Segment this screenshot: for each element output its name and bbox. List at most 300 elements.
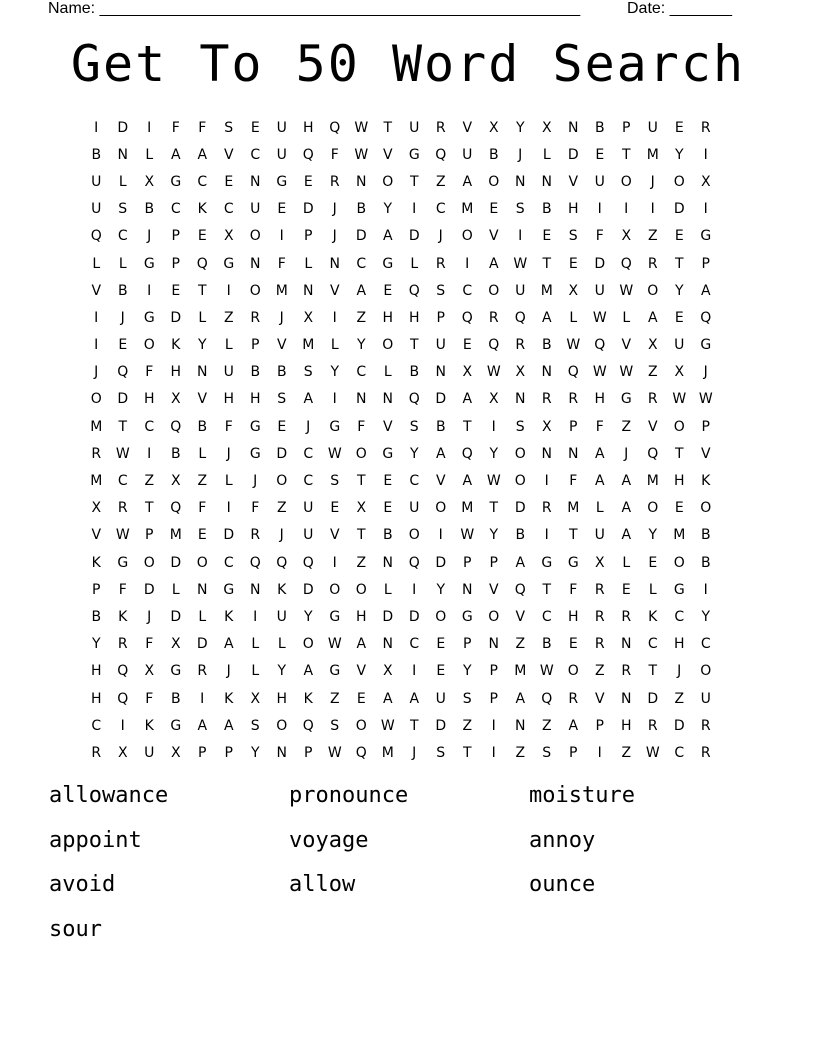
grid-letter: X [674, 364, 685, 381]
grid-letter: X [488, 391, 499, 408]
word-list-item: allow [289, 872, 356, 897]
grid-letter: A [568, 717, 579, 734]
grid-letter: P [595, 717, 604, 734]
grid-letter: D [276, 445, 288, 462]
grid-letter: M [90, 473, 103, 490]
grid-letter: T [356, 473, 366, 490]
grid-letter: Q [408, 282, 420, 299]
grid-letter: L [383, 364, 392, 381]
grid-letter: G [329, 663, 341, 680]
grid-row [83, 223, 733, 250]
grid-letter: R [541, 500, 552, 517]
grid-letter: B [541, 636, 552, 653]
grid-letter: L [118, 173, 127, 190]
grid-letter: U [435, 690, 446, 707]
grid-letter: A [541, 309, 552, 326]
grid-row [83, 114, 733, 141]
grid-letter: U [700, 690, 711, 707]
grid-letter: L [251, 636, 260, 653]
grid-letter: J [332, 201, 337, 218]
grid-letter: V [488, 581, 499, 598]
grid-row [83, 277, 733, 304]
grid-letter: X [488, 119, 499, 136]
grid-letter: P [701, 255, 710, 272]
grid-letter: J [279, 527, 284, 544]
grid-letter: F [198, 500, 207, 517]
grid-letter: L [648, 581, 657, 598]
grid-letter: E [383, 473, 393, 490]
grid-letter: R [541, 391, 552, 408]
grid-letter: G [620, 391, 632, 408]
grid-letter: O [647, 282, 659, 299]
grid-letter: Y [489, 445, 499, 462]
grid-letter: A [197, 146, 208, 163]
grid-letter: A [462, 391, 473, 408]
grid-letter: I [332, 309, 337, 326]
grid-letter: X [700, 173, 711, 190]
grid-letter: J [279, 309, 284, 326]
grid-letter: C [117, 473, 128, 490]
grid-letter: B [700, 554, 711, 571]
grid-letter: O [90, 391, 102, 408]
grid-letter: I [703, 581, 708, 598]
grid-letter: L [542, 146, 551, 163]
word-list-item: allowance [49, 783, 169, 808]
grid-letter: F [145, 364, 154, 381]
grid-letter: X [91, 500, 102, 517]
grid-letter: O [514, 473, 526, 490]
grid-letter: X [117, 744, 128, 761]
grid-letter: X [568, 282, 579, 299]
grid-letter: L [277, 636, 286, 653]
grid-letter: A [621, 500, 632, 517]
word-list-item: sour [49, 916, 102, 942]
grid-letter: P [145, 527, 154, 544]
grid-letter: R [197, 663, 208, 680]
grid-letter: I [703, 201, 708, 218]
grid-letter: F [145, 690, 154, 707]
grid-letter: J [703, 364, 708, 381]
grid-letter: I [332, 554, 337, 571]
grid-letter: J [253, 473, 258, 490]
grid-letter: O [488, 173, 500, 190]
grid-letter: R [117, 636, 128, 653]
grid-letter: Q [488, 337, 500, 354]
grid-letter: Y [197, 337, 207, 354]
grid-letter: H [408, 309, 420, 326]
grid-letter: N [382, 391, 393, 408]
grid-row [83, 332, 733, 359]
grid-letter: I [624, 201, 629, 218]
grid-letter: A [170, 146, 181, 163]
grid-letter: B [409, 364, 420, 381]
grid-row [83, 141, 733, 168]
grid-letter: N [462, 581, 473, 598]
grid-row [83, 250, 733, 277]
grid-letter: G [117, 554, 129, 571]
grid-letter: L [92, 255, 101, 272]
grid-row [83, 359, 733, 386]
grid-row [83, 603, 733, 630]
grid-letter: V [197, 391, 208, 408]
grid-letter: C [223, 201, 234, 218]
grid-letter: U [409, 500, 420, 517]
grid-letter: O [620, 173, 632, 190]
letter-grid [83, 114, 733, 767]
header-line [48, 0, 748, 20]
grid-letter: B [382, 527, 393, 544]
grid-letter: B [541, 337, 552, 354]
grid-letter: K [118, 608, 128, 625]
grid-letter: S [330, 473, 340, 490]
grid-letter: Q [276, 554, 288, 571]
grid-letter: O [567, 663, 579, 680]
grid-letter: Y [409, 445, 419, 462]
grid-letter: U [276, 608, 287, 625]
grid-letter: Z [276, 500, 287, 517]
grid-letter: M [514, 663, 527, 680]
grid-letter: Y [383, 201, 393, 218]
grid-letter: V [223, 146, 234, 163]
grid-letter: I [465, 255, 470, 272]
grid-letter: K [144, 717, 154, 734]
grid-letter: L [304, 255, 313, 272]
grid-letter: R [250, 527, 261, 544]
grid-letter: C [223, 554, 234, 571]
grid-letter: E [250, 119, 260, 136]
grid-letter: I [703, 146, 708, 163]
grid-letter: F [357, 418, 366, 435]
grid-letter: O [700, 500, 712, 517]
grid-letter: F [145, 636, 154, 653]
grid-letter: T [462, 418, 472, 435]
grid-letter: V [515, 608, 526, 625]
grid-letter: J [226, 445, 231, 462]
grid-letter: C [303, 445, 314, 462]
grid-letter: E [356, 690, 366, 707]
grid-letter: Q [117, 690, 129, 707]
grid-letter: C [356, 364, 367, 381]
grid-letter: V [382, 418, 393, 435]
grid-letter: D [594, 255, 606, 272]
grid-letter: I [147, 282, 152, 299]
grid-letter: B [117, 282, 128, 299]
grid-letter: C [541, 608, 552, 625]
grid-letter: Y [277, 663, 287, 680]
grid-letter: U [276, 146, 287, 163]
grid-letter: G [329, 608, 341, 625]
grid-letter: O [249, 228, 261, 245]
grid-letter: A [462, 173, 473, 190]
grid-letter: W [672, 391, 687, 408]
grid-letter: W [354, 119, 369, 136]
grid-letter: O [329, 581, 341, 598]
grid-letter: H [673, 473, 685, 490]
grid-letter: O [673, 554, 685, 571]
grid-row [83, 522, 733, 549]
grid-letter: G [700, 337, 712, 354]
grid-letter: N [541, 364, 552, 381]
grid-letter: Z [541, 717, 552, 734]
grid-letter: P [251, 337, 260, 354]
grid-letter: T [409, 173, 419, 190]
grid-letter: K [277, 581, 287, 598]
grid-letter: P [198, 744, 207, 761]
grid-letter: Y [462, 663, 472, 680]
grid-letter: E [436, 663, 446, 680]
grid-letter: U [91, 173, 102, 190]
grid-letter: P [489, 690, 498, 707]
grid-letter: R [594, 608, 605, 625]
grid-letter: K [648, 608, 658, 625]
grid-letter: N [568, 119, 579, 136]
grid-letter: D [435, 554, 447, 571]
grid-letter: H [90, 690, 102, 707]
grid-letter: E [383, 282, 393, 299]
grid-letter: G [143, 255, 155, 272]
grid-letter: J [226, 663, 231, 680]
grid-letter: G [276, 173, 288, 190]
grid-letter: U [303, 527, 314, 544]
grid-letter: R [329, 173, 340, 190]
grid-letter: W [619, 282, 634, 299]
grid-letter: O [143, 337, 155, 354]
grid-letter: L [622, 309, 631, 326]
grid-letter: Z [674, 690, 685, 707]
grid-letter: L [622, 554, 631, 571]
grid-letter: L [198, 445, 207, 462]
grid-letter: B [144, 201, 155, 218]
grid-letter: R [700, 744, 711, 761]
grid-letter: R [91, 744, 102, 761]
grid-letter: E [648, 554, 658, 571]
word-list [49, 780, 769, 958]
grid-letter: T [409, 717, 419, 734]
grid-letter: A [382, 690, 393, 707]
grid-letter: C [700, 636, 711, 653]
grid-letter: E [542, 228, 552, 245]
grid-letter: B [435, 418, 446, 435]
grid-letter: N [382, 636, 393, 653]
grid-letter: R [700, 717, 711, 734]
grid-letter: U [462, 146, 473, 163]
grid-letter: H [355, 608, 367, 625]
grid-letter: W [460, 527, 475, 544]
grid-letter: N [356, 173, 367, 190]
grid-letter: Q [567, 364, 579, 381]
grid-letter: I [94, 309, 99, 326]
grid-letter: Z [594, 663, 605, 680]
grid-letter: N [356, 391, 367, 408]
grid-letter: X [594, 554, 605, 571]
grid-letter: H [276, 690, 288, 707]
grid-letter: K [197, 201, 207, 218]
word-list-item: appoint [49, 827, 142, 853]
grid-letter: G [567, 554, 579, 571]
grid-letter: Q [647, 445, 659, 462]
grid-letter: Y [356, 337, 366, 354]
grid-letter: T [542, 255, 552, 272]
grid-letter: O [143, 554, 155, 571]
grid-letter: J [624, 445, 629, 462]
grid-letter: G [223, 255, 235, 272]
grid-letter: V [356, 663, 367, 680]
grid-letter: V [91, 527, 102, 544]
grid-letter: P [171, 255, 180, 272]
grid-letter: X [223, 228, 234, 245]
grid-row [83, 386, 733, 413]
grid-letter: J [332, 228, 337, 245]
grid-letter: X [647, 337, 658, 354]
grid-letter: U [303, 500, 314, 517]
grid-letter: Q [302, 554, 314, 571]
grid-letter: V [435, 473, 446, 490]
grid-letter: W [619, 364, 634, 381]
grid-letter: H [223, 391, 235, 408]
grid-letter: H [594, 391, 606, 408]
grid-letter: V [700, 445, 711, 462]
grid-letter: I [597, 744, 602, 761]
grid-letter: A [223, 717, 234, 734]
grid-letter: E [303, 173, 313, 190]
grid-row [83, 413, 733, 440]
grid-letter: L [224, 473, 233, 490]
grid-letter: F [595, 418, 604, 435]
grid-letter: K [303, 690, 313, 707]
grid-letter: O [249, 282, 261, 299]
grid-letter: Y [648, 527, 658, 544]
grid-row [83, 440, 733, 467]
grid-letter: N [197, 364, 208, 381]
grid-letter: U [223, 364, 234, 381]
grid-letter: U [647, 119, 658, 136]
grid-letter: P [463, 554, 472, 571]
grid-letter: O [435, 608, 447, 625]
grid-letter: J [147, 228, 152, 245]
grid-letter: X [250, 690, 261, 707]
grid-letter: O [355, 581, 367, 598]
grid-letter: R [91, 445, 102, 462]
grid-letter: I [279, 228, 284, 245]
grid-letter: A [488, 255, 499, 272]
grid-letter: Z [144, 473, 155, 490]
grid-letter: R [435, 119, 446, 136]
word-list-item: avoid [49, 872, 116, 897]
grid-letter: N [382, 554, 393, 571]
grid-letter: T [674, 445, 684, 462]
grid-letter: Z [329, 690, 340, 707]
grid-letter: V [621, 337, 632, 354]
grid-letter: G [143, 309, 155, 326]
grid-letter: N [621, 690, 632, 707]
grid-letter: Y [674, 146, 684, 163]
grid-letter: T [674, 255, 684, 272]
grid-letter: J [438, 228, 443, 245]
grid-letter: D [435, 391, 447, 408]
grid-letter: Z [223, 309, 234, 326]
grid-letter: C [409, 473, 420, 490]
grid-letter: O [673, 173, 685, 190]
grid-letter: N [515, 391, 526, 408]
grid-letter: D [355, 228, 367, 245]
grid-letter: I [226, 282, 231, 299]
grid-row [83, 196, 733, 223]
grid-letter: P [304, 744, 313, 761]
grid-letter: Q [117, 364, 129, 381]
grid-letter: Q [355, 744, 367, 761]
grid-letter: O [435, 500, 447, 517]
grid-letter: C [144, 418, 155, 435]
grid-letter: J [306, 418, 311, 435]
grid-letter: E [330, 500, 340, 517]
grid-letter: O [488, 608, 500, 625]
grid-letter: W [486, 364, 501, 381]
grid-letter: Y [91, 636, 101, 653]
grid-letter: Y [303, 608, 313, 625]
grid-letter: I [412, 663, 417, 680]
grid-letter: C [647, 636, 658, 653]
grid-letter: B [356, 201, 367, 218]
grid-letter: X [541, 418, 552, 435]
grid-letter: P [489, 663, 498, 680]
grid-letter: P [171, 228, 180, 245]
grid-letter: A [382, 228, 393, 245]
grid-letter: N [117, 146, 128, 163]
grid-letter: C [674, 744, 685, 761]
grid-letter: W [698, 391, 713, 408]
grid-letter: N [541, 445, 552, 462]
grid-letter: K [171, 337, 181, 354]
grid-letter: C [250, 146, 261, 163]
grid-letter: Z [515, 636, 526, 653]
grid-letter: N [541, 173, 552, 190]
grid-letter: O [276, 473, 288, 490]
grid-row [83, 168, 733, 195]
grid-letter: O [700, 663, 712, 680]
grid-letter: L [145, 146, 154, 163]
grid-letter: Q [196, 255, 208, 272]
grid-letter: I [253, 608, 258, 625]
grid-letter: T [542, 581, 552, 598]
grid-letter: D [514, 500, 526, 517]
grid-letter: X [382, 663, 393, 680]
grid-letter: H [567, 201, 579, 218]
grid-letter: G [170, 717, 182, 734]
grid-letter: B [515, 527, 526, 544]
grid-letter: I [491, 418, 496, 435]
grid-letter: D [673, 201, 685, 218]
grid-letter: B [170, 445, 181, 462]
grid-letter: G [329, 418, 341, 435]
grid-letter: R [594, 636, 605, 653]
grid-letter: D [408, 608, 420, 625]
grid-letter: B [541, 201, 552, 218]
grid-letter: V [488, 228, 499, 245]
word-list-item: ounce [529, 872, 596, 897]
word-list-item: annoy [529, 827, 596, 853]
word-list-item: moisture [529, 783, 635, 808]
grid-letter: D [673, 717, 685, 734]
grid-letter: H [302, 119, 314, 136]
grid-letter: W [115, 445, 130, 462]
grid-letter: Z [356, 309, 367, 326]
grid-letter: X [303, 309, 314, 326]
grid-letter: N [515, 717, 526, 734]
grid-letter: Q [461, 309, 473, 326]
grid-letter: Q [461, 445, 473, 462]
grid-letter: A [356, 282, 367, 299]
grid-letter: Y [489, 527, 499, 544]
